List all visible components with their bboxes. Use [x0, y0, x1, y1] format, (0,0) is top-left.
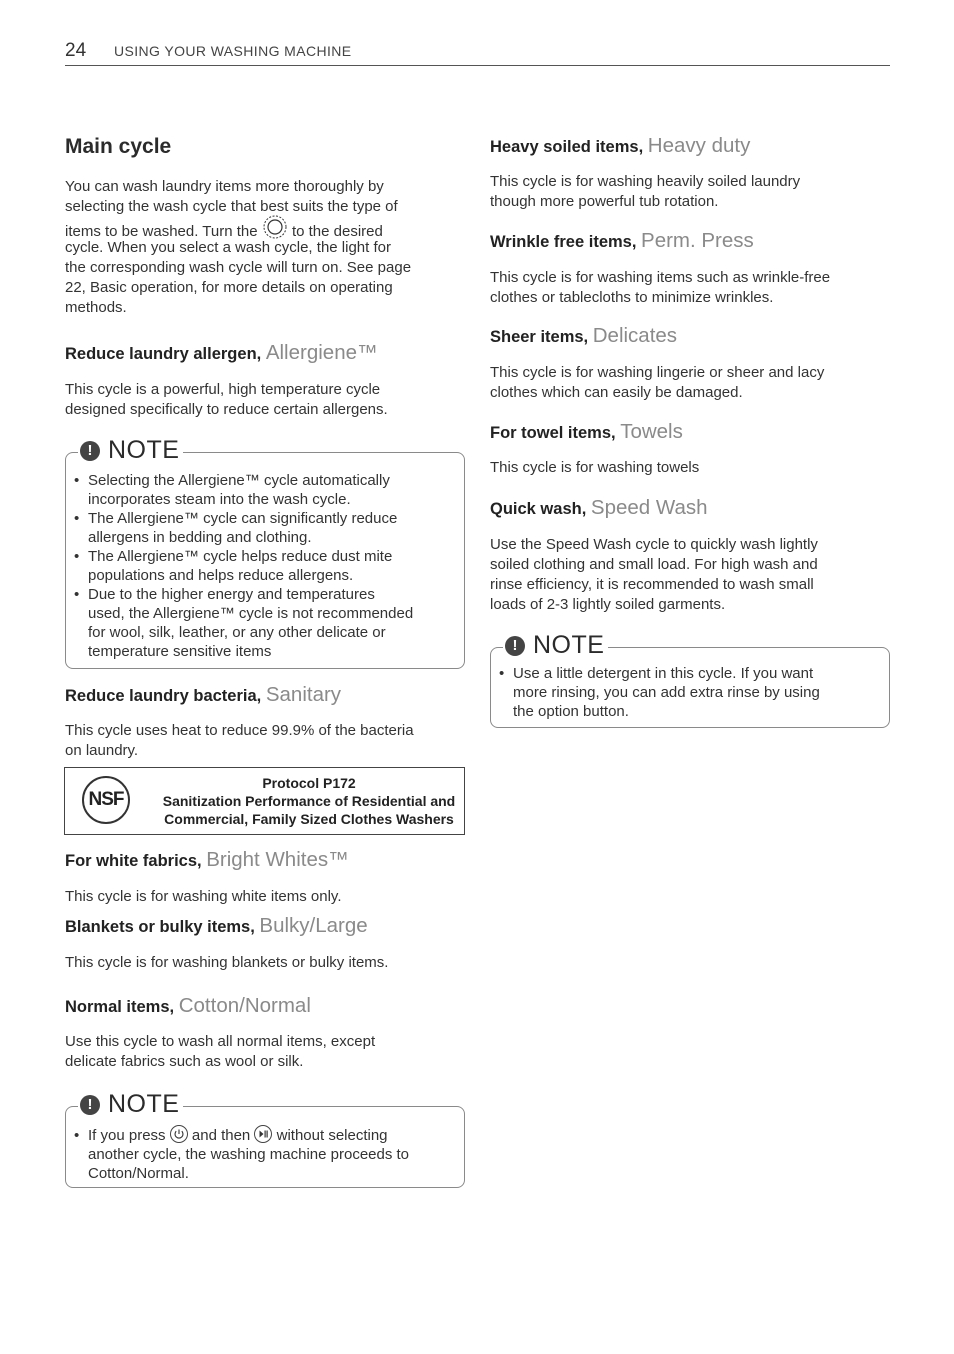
cotton-normal-note [65, 1090, 465, 1188]
allergiene-description: This cycle is a powerful, high temperature cycle designed specifically to reduce certain allergens. [65, 381, 388, 418]
bright-whites-heading: For white fabrics, Bright Whites™ [65, 848, 349, 871]
speed-wash-mode: Speed Wash [590, 496, 708, 519]
intro-paragraph: You can wash laundry items more thoroughly by selecting the wash cycle that best suits the type of items to be washed. Turn the to the desired cycle. When you select a wash cycle, the light for the corresponding wash cycle will turn on. See page 22, Basic operation, for more details on operating methods. [65, 178, 412, 316]
perm-press-description: This cycle is for washing items such as wrinkle-free clothes or tablecloths to minimize wrinkles. [490, 269, 831, 306]
heavy-duty-heading: Heavy soiled items, Heavy duty [490, 134, 751, 157]
power-button-icon [170, 1125, 188, 1143]
perm-press-mode: Perm. Press [641, 229, 754, 252]
note-title: NOTE [108, 436, 180, 464]
note-item: • Use a little detergent in this cycle. If you want more rinsing, you can add extra rinse by using the option button. [491, 664, 886, 721]
bulky-heading: Blankets or bulky items, Bulky/Large [65, 914, 368, 937]
nsf-certification-box: NSF Protocol P172 Sanitization Performance of Residential and Commercial, Family Sized Clothes Washers [64, 767, 465, 835]
note-title: NOTE [533, 631, 605, 659]
towels-heading: For towel items, Towels [490, 420, 683, 443]
perm-press-heading: Wrinkle free items, Perm. Press [490, 229, 754, 252]
sanitary-description: This cycle uses heat to reduce 99.9% of the bacteria on laundry. [65, 722, 414, 759]
sanitary-mode: Sanitary [265, 683, 342, 706]
delicates-mode: Delicates [592, 324, 678, 347]
main-cycle-heading: Main cycle [65, 135, 172, 158]
cotton-normal-mode: Cotton/Normal [178, 994, 311, 1017]
heavy-duty-mode: Heavy duty [647, 134, 751, 157]
start-pause-button-icon [254, 1125, 272, 1143]
heavy-duty-description: This cycle is for washing heavily soiled laundry though more powerful tub rotation. [490, 173, 801, 210]
sanitary-heading: Reduce laundry bacteria, Sanitary [65, 683, 342, 706]
warning-icon: ! [80, 1095, 100, 1115]
cotton-normal-heading: Normal items, Cotton/Normal [65, 994, 311, 1017]
note-item: • Due to the higher energy and temperatures used, the Allergiene™ cycle is not recommended for wool, silk, leather, or any other delicate or temperature sensitive items [66, 585, 461, 661]
note-item: • Selecting the Allergiene™ cycle automatically incorporates steam into the wash cycle. [66, 471, 461, 509]
cotton-normal-description: Use this cycle to wash all normal items, except delicate fabrics such as wool or silk. [65, 1033, 376, 1070]
speed-wash-note [490, 631, 890, 728]
note-title: NOTE [108, 1090, 180, 1118]
speed-wash-heading: Quick wash, Speed Wash [490, 496, 708, 519]
page-header [65, 40, 890, 66]
warning-icon: ! [505, 636, 525, 656]
cycle-knob-icon [262, 215, 288, 245]
section-title: USING YOUR WASHING MACHINE [114, 43, 352, 59]
towels-mode: Towels [620, 420, 683, 443]
warning-icon: ! [80, 441, 100, 461]
page-number: 24 [65, 40, 87, 61]
note-item: • The Allergiene™ cycle helps reduce dust mite populations and helps reduce allergens. [66, 547, 461, 585]
delicates-heading: Sheer items, Delicates [490, 324, 678, 347]
allergiene-note [65, 436, 465, 669]
note-item: • The Allergiene™ cycle can significantly reduce allergens in bedding and clothing. [66, 509, 461, 547]
nsf-protocol: Protocol P172 [262, 775, 356, 791]
allergiene-mode: Allergiene™ [265, 341, 378, 364]
delicates-description: This cycle is for washing lingerie or sheer and lacy clothes which can easily be damaged. [490, 364, 825, 401]
bulky-mode: Bulky/Large [259, 914, 368, 937]
bright-whites-mode: Bright Whites™ [206, 848, 349, 871]
note-item: • If you press and then without selecting another cycle, the washing machine proceeds to Cotton/Normal. [66, 1126, 461, 1183]
speed-wash-description: Use the Speed Wash cycle to quickly wash lightly soiled clothing and small load. For high wash and rinse efficiency, it is recommended to wash small loads of 2-3 lightly soiled garments. [490, 536, 818, 613]
allergiene-heading: Reduce laundry allergen, Allergiene™ [65, 341, 378, 364]
nsf-logo: NSF [82, 776, 130, 824]
bulky-description: This cycle is for washing blankets or bulky items. [65, 954, 389, 971]
bright-whites-description: This cycle is for washing white items only. [65, 888, 342, 905]
towels-description: This cycle is for washing towels [490, 459, 700, 476]
